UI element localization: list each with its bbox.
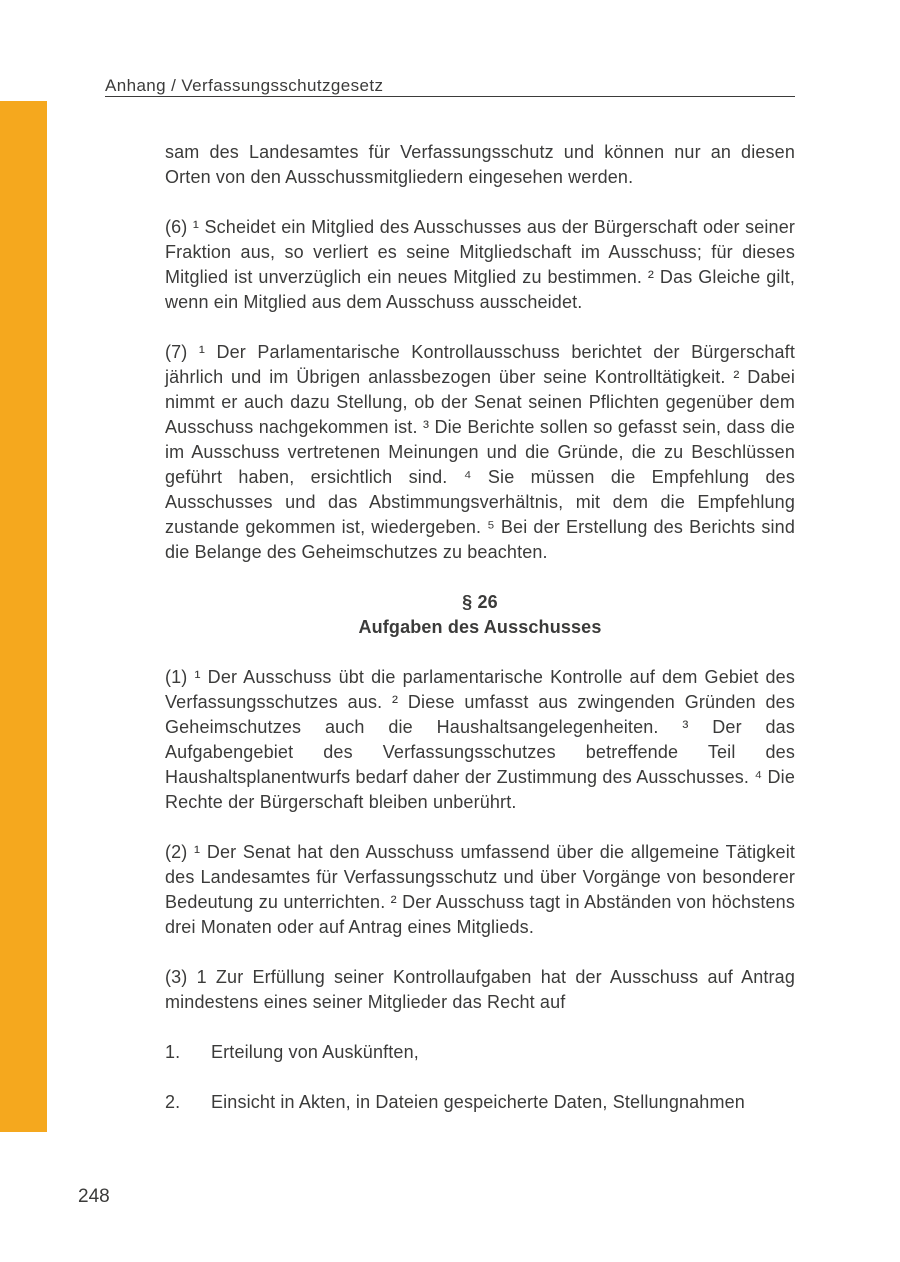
running-header-title: Anhang / Verfassungsschutzgesetz [105, 76, 384, 95]
paragraph-6: (6) ¹ Scheidet ein Mitglied des Ausschusses aus der Bürgerschaft oder seiner Fraktion aus, so verliert es seine Mitgliedschaft im Ausschuss; für dieses Mitglied ist unverzüglich ein neues Mitglied zu bestimmen. ² Das Gleiche gilt, wenn ein Mitglied aus dem Ausschuss ausscheidet. [165, 217, 795, 312]
list-item-marker: 1. [165, 1042, 181, 1062]
paragraph-3: (3) 1 Zur Erfüllung seiner Kontrollaufgaben hat der Ausschuss auf Antrag mindestens eines seiner Mitglieder das Recht auf [165, 967, 795, 1012]
paragraph-continuation: sam des Landesamtes für Verfassungsschutz und können nur an diesen Orten von den Ausschussmitgliedern eingesehen werden. [165, 142, 795, 187]
header-rule [105, 96, 795, 97]
section-number: § 26 [462, 592, 498, 612]
paragraph-7: (7) ¹ Der Parlamentarische Kontrollausschuss berichtet der Bürgerschaft jährlich und im Übrigen anlassbezogen über seine Kontrolltätigkeit. ² Dabei nimmt er auch dazu Stellung, ob der Senat seinen Pflichten gegenüber dem Ausschuss nachgekommen ist. ³ Die Berichte sollen so gefasst sein, dass die im Ausschuss vertretenen Meinungen und die Gründe, die zu Beschlüssen geführt haben, ersichtlich sind. ⁴ Sie müssen die Empfehlung des Ausschusses und das Abstimmungsverhältnis, mit dem die Empfehlung zustande gekommen ist, wiedergeben. ⁵ Bei der Erstellung des Berichts sind die Belange des Geheimschutzes zu beachten. [165, 342, 795, 562]
paragraph-2: (2) ¹ Der Senat hat den Ausschuss umfassend über die allgemeine Tätigkeit des Landesamtes für Verfassungsschutz und über Vorgänge von besonderer Bedeutung zu unterrichten. ² Der Ausschuss tagt in Abständen von höchstens drei Monaten oder auf Antrag eines Mitglieds. [165, 842, 795, 937]
section-heading [165, 590, 795, 640]
section-title: Aufgaben des Ausschusses [358, 617, 602, 637]
list-item [165, 1040, 795, 1065]
list-item-text: Einsicht in Akten, in Dateien gespeicherte Daten, Stellungnahmen [211, 1092, 745, 1112]
list-item [165, 1090, 795, 1115]
paragraph-1: (1) ¹ Der Ausschuss übt die parlamentarische Kontrolle auf dem Gebiet des Verfassungsschutzes aus. ² Diese umfasst aus zwingenden Gründen des Geheimschutzes auch die Haushaltsangelegenheiten. ³ Der das Aufgabengebiet des Verfassungsschutzes betreffende Teil des Haushaltsplanentwurfs bedarf daher der Zustimmung des Ausschusses. ⁴ Die Rechte der Bürgerschaft bleiben unberührt. [165, 667, 795, 812]
running-header [105, 76, 795, 96]
list-item-marker: 2. [165, 1092, 181, 1112]
page-number: 248 [78, 1186, 110, 1207]
list-item-text: Erteilung von Auskünften, [211, 1042, 419, 1062]
accent-bar [0, 101, 47, 1132]
page-content [165, 140, 795, 1140]
